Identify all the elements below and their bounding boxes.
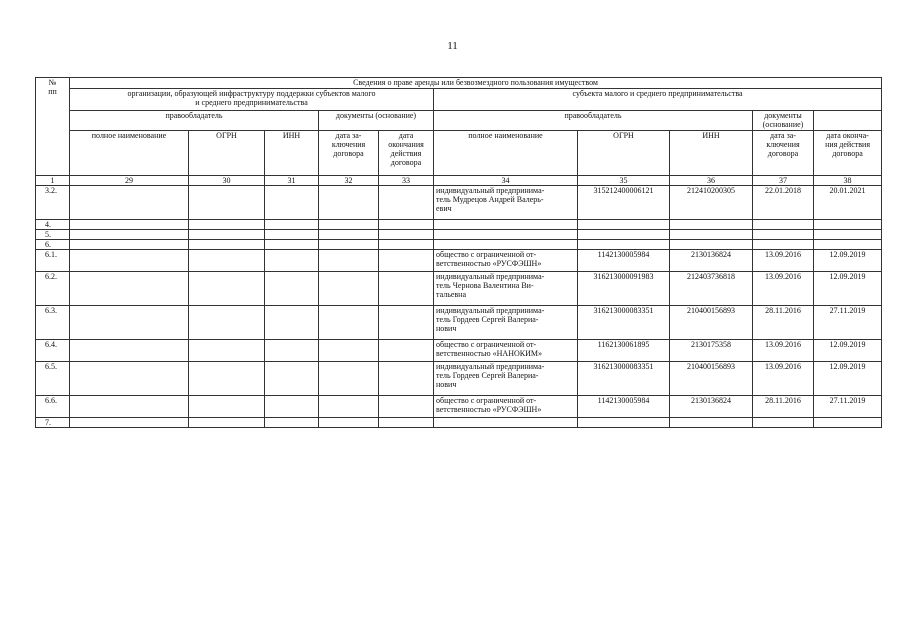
table-row [36, 186, 882, 220]
header-inn-sme: ИНН [670, 131, 753, 176]
sme-full-name: индивидуальный предпринима- тель Мудрецов Андрей Валерь- евич [434, 186, 578, 220]
header-holder: правообладатель [70, 111, 319, 131]
header-date-concluded-sme: дата за- ключения договора [753, 131, 814, 176]
sme-full-name [434, 230, 578, 240]
infra-full-name [70, 340, 189, 362]
sme-date-end [814, 240, 882, 250]
infra-ogrn [189, 418, 265, 428]
infra-inn [265, 418, 319, 428]
row-number: 6.5. [36, 362, 70, 396]
table-row [36, 396, 882, 418]
sme-date-end [814, 418, 882, 428]
sme-inn [670, 220, 753, 230]
sme-ogrn: 316213000083351 [578, 306, 670, 340]
infra-full-name [70, 418, 189, 428]
column-number: 30 [189, 176, 265, 186]
infra-date-end [379, 230, 434, 240]
sme-inn: 2130175358 [670, 340, 753, 362]
column-number: 1 [36, 176, 70, 186]
row-number: 3.2. [36, 186, 70, 220]
sme-date-concluded [753, 240, 814, 250]
sme-full-name: индивидуальный предпринима- тель Гордеев Сергей Валериа- нович [434, 362, 578, 396]
infra-inn [265, 306, 319, 340]
sme-ogrn: 316213000083351 [578, 362, 670, 396]
sme-date-end: 12.09.2019 [814, 362, 882, 396]
infra-date-end [379, 396, 434, 418]
infra-date-concluded [319, 272, 379, 306]
sme-full-name: индивидуальный предпринима- тель Гордеев Сергей Валериа- нович [434, 306, 578, 340]
header-full-name: полное наименование [70, 131, 189, 176]
row-number: 7. [36, 418, 70, 428]
infra-ogrn [189, 240, 265, 250]
infra-date-end [379, 240, 434, 250]
row-number: 6.4. [36, 340, 70, 362]
header-date-end-sme: дата оконча- ния действия договора [814, 131, 882, 176]
header-inn: ИНН [265, 131, 319, 176]
sme-full-name: общество с ограниченной от- ветственностью «РУСФЭШН» [434, 396, 578, 418]
sme-ogrn: 1162130061895 [578, 340, 670, 362]
infra-date-concluded [319, 340, 379, 362]
sme-date-end [814, 220, 882, 230]
table-row [36, 230, 882, 240]
infra-full-name [70, 230, 189, 240]
header-full-name-sme: полное наименование [434, 131, 578, 176]
header-date-end: дата окончания действия договора [379, 131, 434, 176]
sme-date-end [814, 230, 882, 240]
infra-inn [265, 362, 319, 396]
table-row [36, 306, 882, 340]
property-rights-table [35, 77, 882, 428]
sme-date-end: 27.11.2019 [814, 396, 882, 418]
infra-inn [265, 230, 319, 240]
infra-date-concluded [319, 418, 379, 428]
sme-date-concluded: 13.09.2016 [753, 250, 814, 272]
infra-date-end [379, 186, 434, 220]
infra-date-end [379, 340, 434, 362]
sme-date-concluded: 22.01.2018 [753, 186, 814, 220]
header-documents: документы (основание) [319, 111, 434, 131]
sme-ogrn [578, 240, 670, 250]
sme-ogrn: 1142130005984 [578, 250, 670, 272]
header-row-number: № пп [36, 78, 70, 176]
column-number: 33 [379, 176, 434, 186]
infra-full-name [70, 396, 189, 418]
infra-date-concluded [319, 186, 379, 220]
sme-full-name [434, 240, 578, 250]
header-documents-sme: документы (основание) [753, 111, 814, 131]
sme-full-name: общество с ограниченной от- ветственностью «НАНОКИМ» [434, 340, 578, 362]
column-number: 35 [578, 176, 670, 186]
table-row [36, 272, 882, 306]
header-empty-cell [814, 111, 882, 131]
table-row [36, 340, 882, 362]
row-number: 6.3. [36, 306, 70, 340]
infra-inn [265, 186, 319, 220]
sme-date-concluded: 13.09.2016 [753, 362, 814, 396]
infra-date-concluded [319, 240, 379, 250]
sme-full-name [434, 418, 578, 428]
sme-date-concluded: 13.09.2016 [753, 340, 814, 362]
header-date-concluded: дата за- ключения договора [319, 131, 379, 176]
sme-inn: 210400156893 [670, 306, 753, 340]
infra-full-name [70, 220, 189, 230]
sme-inn [670, 418, 753, 428]
infra-date-concluded [319, 220, 379, 230]
sme-ogrn: 316213000091983 [578, 272, 670, 306]
sme-ogrn [578, 220, 670, 230]
infra-ogrn [189, 220, 265, 230]
infra-date-end [379, 362, 434, 396]
sme-ogrn [578, 230, 670, 240]
infra-date-end [379, 250, 434, 272]
infra-date-end [379, 306, 434, 340]
table-row [36, 220, 882, 230]
infra-date-end [379, 220, 434, 230]
header-sme-subject: субъекта малого и среднего предпринимательства [434, 89, 882, 111]
column-number: 38 [814, 176, 882, 186]
row-number: 6.6. [36, 396, 70, 418]
table-row [36, 250, 882, 272]
infra-full-name [70, 186, 189, 220]
sme-inn: 210400156893 [670, 362, 753, 396]
infra-inn [265, 396, 319, 418]
infra-date-end [379, 418, 434, 428]
sme-inn: 212403736818 [670, 272, 753, 306]
infra-ogrn [189, 250, 265, 272]
sme-ogrn: 1142130005984 [578, 396, 670, 418]
sme-date-end: 12.09.2019 [814, 250, 882, 272]
column-number: 34 [434, 176, 578, 186]
sme-inn: 2130136824 [670, 396, 753, 418]
header-ogrn-sme: ОГРН [578, 131, 670, 176]
infra-full-name [70, 306, 189, 340]
sme-inn [670, 230, 753, 240]
row-number: 4. [36, 220, 70, 230]
sme-full-name: общество с ограниченной от- ветственностью «РУСФЭШН» [434, 250, 578, 272]
sme-ogrn [578, 418, 670, 428]
infra-date-concluded [319, 362, 379, 396]
page-number: 11 [447, 40, 458, 52]
sme-full-name: индивидуальный предпринима- тель Чернова Валентина Ви- тальевна [434, 272, 578, 306]
header-infrastructure-org: организации, образующей инфраструктуру поддержки субъектов малого и среднего предпринимательства [70, 89, 434, 111]
column-number: 31 [265, 176, 319, 186]
row-number: 6.1. [36, 250, 70, 272]
table-row [36, 362, 882, 396]
infra-full-name [70, 272, 189, 306]
sme-date-end: 27.11.2019 [814, 306, 882, 340]
infra-inn [265, 250, 319, 272]
sme-date-end: 20.01.2021 [814, 186, 882, 220]
sme-inn: 2130136824 [670, 250, 753, 272]
sme-date-concluded [753, 220, 814, 230]
infra-ogrn [189, 230, 265, 240]
row-number: 6.2. [36, 272, 70, 306]
table-row [36, 240, 882, 250]
table-row [36, 418, 882, 428]
column-number: 37 [753, 176, 814, 186]
header-rights-info: Сведения о праве аренды или безвозмездного пользования имуществом [70, 78, 882, 89]
column-number: 36 [670, 176, 753, 186]
infra-inn [265, 240, 319, 250]
infra-ogrn [189, 340, 265, 362]
infra-inn [265, 272, 319, 306]
sme-date-end: 12.09.2019 [814, 340, 882, 362]
sme-full-name [434, 220, 578, 230]
header-holder-sme: правообладатель [434, 111, 753, 131]
sme-date-concluded: 13.09.2016 [753, 272, 814, 306]
infra-ogrn [189, 186, 265, 220]
infra-date-concluded [319, 230, 379, 240]
infra-date-concluded [319, 250, 379, 272]
infra-inn [265, 220, 319, 230]
header-ogrn: ОГРН [189, 131, 265, 176]
infra-date-concluded [319, 306, 379, 340]
sme-date-concluded: 28.11.2016 [753, 396, 814, 418]
infra-full-name [70, 362, 189, 396]
row-number: 5. [36, 230, 70, 240]
row-number: 6. [36, 240, 70, 250]
column-number: 32 [319, 176, 379, 186]
sme-inn [670, 240, 753, 250]
sme-date-concluded [753, 418, 814, 428]
infra-date-concluded [319, 396, 379, 418]
infra-inn [265, 340, 319, 362]
infra-ogrn [189, 396, 265, 418]
sme-date-concluded: 28.11.2016 [753, 306, 814, 340]
infra-full-name [70, 240, 189, 250]
infra-ogrn [189, 362, 265, 396]
column-number: 29 [70, 176, 189, 186]
infra-full-name [70, 250, 189, 272]
sme-ogrn: 315212400006121 [578, 186, 670, 220]
sme-date-end: 12.09.2019 [814, 272, 882, 306]
sme-inn: 212410200305 [670, 186, 753, 220]
infra-date-end [379, 272, 434, 306]
infra-ogrn [189, 306, 265, 340]
infra-ogrn [189, 272, 265, 306]
sme-date-concluded [753, 230, 814, 240]
column-number-row [36, 176, 882, 186]
